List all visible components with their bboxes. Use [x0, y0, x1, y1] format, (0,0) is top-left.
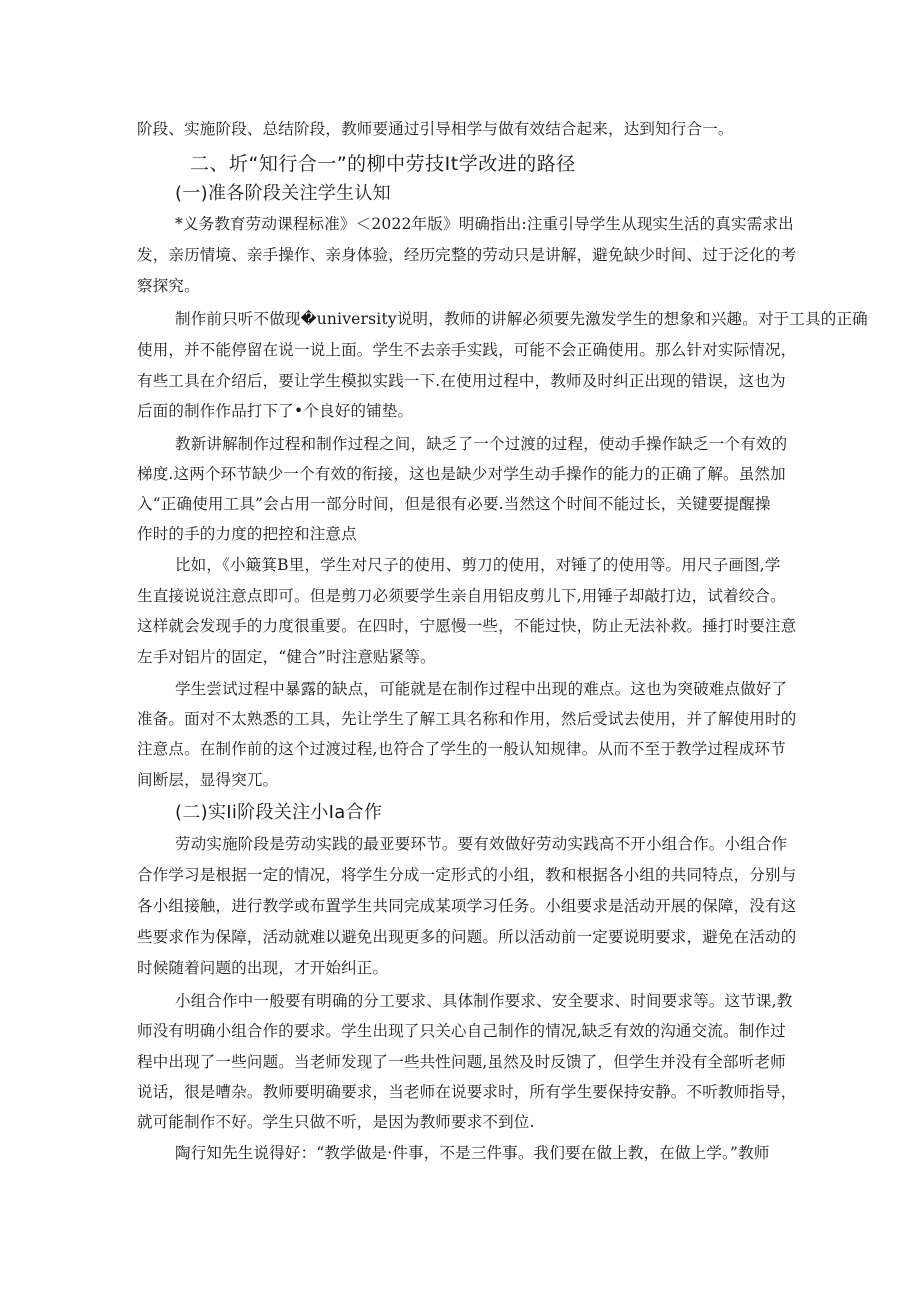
paragraph-line: 比如，《小簸箕B里，学生对尺子的使用、剪刀的使用，对锤了的使用等。用尺子画图,学 — [175, 556, 781, 574]
section-heading-main: 二、圻“知行合一”的柳中劳技It学改进的路径 — [190, 153, 576, 175]
paragraph-line: 有些工具在介绍后，要让学生模拟实践一下.在使用过程中，教师及时纠正出现的错误，这也为 — [137, 372, 786, 390]
paragraph-line: 梯度.这两个环节缺少一个有效的衔接，这也是缺少对学生动手操作的能力的正确了解。虽然加 — [137, 465, 786, 483]
paragraph-line: 左手对铝片的固定，“健合”时注意贴紧等。 — [137, 648, 436, 666]
paragraph-line: 注意点。在制作前的这个过渡过程,也符合了学生的一般认知规律。从而不至于教学过程成环节 — [137, 740, 786, 758]
paragraph-line: 些要求作为保障，活动就难以避免出现更多的问题。所以活动前一定要说明要求，避免在活动的 — [137, 928, 797, 946]
paragraph-line: 准备。面对不太熟悉的工具，先让学生了解工具名称和作用，然后受试去使用，并了解使用时的 — [137, 710, 797, 728]
paragraph-line: 察探究。 — [137, 277, 200, 295]
paragraph-line: 学生尝试过程中暴露的缺点，可能就是在制作过程中出现的难点。这也为突破难点做好了 — [175, 680, 788, 698]
paragraph-line: 师没有明确小组合作的要求。学生出现了只关心自己制作的情况,缺乏有效的沟通交流。制作过 — [137, 1022, 786, 1040]
paragraph-line: 说话，很是嘈杂。教师要明确要求，当老师在说要求时，所有学生要保持安静。不听教师指导， — [137, 1083, 797, 1101]
paragraph-line: 各小组接触，进行教学或布置学生共同完成某项学习任务。小组要求是活动开展的保障，没有这 — [137, 897, 797, 915]
subsection-heading-1: (一)准各阶段关注学生认知 — [175, 183, 391, 204]
paragraph-line: 阶段、实施阶段、总结阶段，教师要通过引导相学与做有效结合起来，达到知行合一。 — [137, 120, 734, 138]
paragraph-line: 劳动实施阶段是劳动实践的最亚要环节。要有效做好劳动实践高不开小组合作。小组合作 — [175, 835, 788, 853]
paragraph-line: *义务教育劳动课程标准》＜2022年版》明确指出:注重引导学生从现实生活的真实需求出 — [175, 215, 794, 233]
paragraph-line: 制作前只听不做现�university说明，教师的讲解必须要先激发学生的想象和兴趣。对于工具的正确 — [175, 310, 868, 328]
paragraph-line: 入“正确使用工具”会占用一部分时间，但是很有必要.当然这个时间不能过长，关键要提醒操 — [137, 495, 771, 513]
paragraph-line: 就可能制作不好。学生只做不听，是因为教师要求不到位. — [137, 1113, 535, 1131]
paragraph-line: 这样就会发现手的力度很重要。在四时，宁愿慢一些，不能过快，防止无法补救。捶打时要注意 — [137, 617, 797, 635]
paragraph-line: 使用，并不能停留在说一说上面。学生不去亲手实践，可能不会正确使用。那么针对实际情况， — [137, 341, 797, 359]
paragraph-line: 时候随着问题的出现，才开始纠正。 — [137, 959, 389, 977]
paragraph-line: 间断层，显得突兀。 — [137, 771, 279, 789]
paragraph-line: 作时的手的力度的把控和注意点 — [137, 525, 357, 543]
paragraph-line: 后面的制作作品打下了•个良好的铺垫。 — [137, 402, 414, 420]
paragraph-line: 陶行知先生说得好：“教学做是·件事，不是三件事。我们要在做上教，在做上学。”教师 — [175, 1144, 770, 1162]
paragraph-line: 程中出现了一些问题。当老师发现了一些共性问题,虽然及时反馈了，但学生并没有全部听老师 — [137, 1053, 786, 1071]
paragraph-line: 发，亲历情境、亲手操作、亲身体验，经历完整的劳动只是讲解，避免缺少时间、过于泛化的考 — [137, 246, 797, 264]
paragraph-line: 教新讲解制作过程和制作过程之间，缺乏了一个过渡的过程，使动手操作缺乏一个有效的 — [175, 435, 788, 453]
paragraph-line: 生直接说说注意点即可。但是剪刀必须要学生亲自用铝皮剪儿下,用锤子却敲打边，试着绞合。 — [137, 587, 786, 605]
paragraph-line: 小组合作中一般要有明确的分工要求、具体制作要求、安全要求、时间要求等。这节课,教 — [175, 992, 793, 1010]
paragraph-line: 合作学习是根据一定的情况，将学生分成一定形式的小组，教和根据各小组的共同特点，分别与 — [137, 866, 797, 884]
subsection-heading-2: (二)实Ii阶段关注小Ia合作 — [175, 802, 383, 823]
